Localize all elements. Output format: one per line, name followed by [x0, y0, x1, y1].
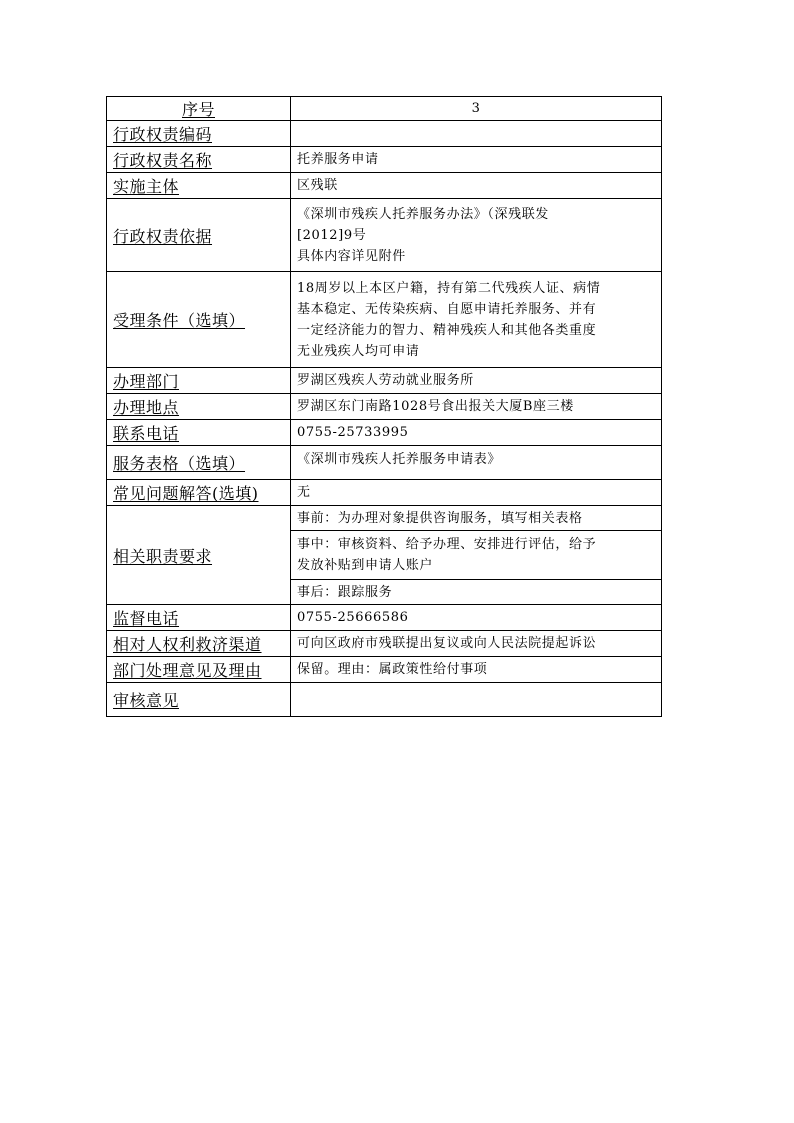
basis-label-cell: [107, 199, 291, 272]
row-seq: [107, 97, 662, 121]
review-label-cell: [107, 683, 291, 717]
supervision-label: 监督电话: [113, 609, 180, 628]
faq-label-cell: [107, 480, 291, 506]
basis-value: [291, 199, 662, 272]
conditions-label-cell: [107, 272, 291, 368]
department-value: 罗湖区残疾人劳动就业服务所: [291, 368, 662, 394]
opinion-label-cell: [107, 657, 291, 683]
opinion-label: 部门处理意见及理由: [113, 661, 262, 680]
location-label: 办理地点: [113, 398, 180, 417]
name-label: 行政权责名称: [113, 151, 213, 170]
phone-label: 联系电话: [113, 424, 180, 443]
review-label: 审核意见: [113, 691, 180, 710]
department-label: 办理部门: [113, 372, 180, 391]
row-name: [107, 147, 662, 173]
basis-label: 行政权责依据: [113, 226, 213, 246]
basis-line-1: 《深圳市残疾人托养服务办法》（深残联发: [297, 206, 549, 222]
row-faq: [107, 480, 662, 506]
supervision-label-cell: [107, 605, 291, 631]
remedy-value: 可向区政府市残联提出复议或向人民法院提起诉讼: [291, 631, 662, 657]
remedy-label-cell: [107, 631, 291, 657]
basis-line-2: [2012]9号: [297, 227, 367, 243]
code-value: [291, 121, 662, 147]
faq-value: 无: [291, 480, 662, 506]
row-code: [107, 121, 662, 147]
conditions-label: 受理条件（选填）: [113, 311, 246, 330]
form-value: 《深圳市残疾人托养服务申请表》: [291, 446, 662, 480]
conditions-line-1: 18周岁以上本区户籍，持有第二代残疾人证、病情: [297, 280, 601, 296]
opinion-value: 保留。理由：属政策性给付事项: [291, 657, 662, 683]
location-value: 罗湖区东门南路1028号食出报关大厦B座三楼: [291, 394, 662, 420]
seq-value: 3: [291, 97, 662, 121]
duties-after: 事后：跟踪服务: [291, 580, 662, 605]
row-conditions: [107, 272, 662, 368]
row-subject: [107, 173, 662, 199]
row-form: [107, 446, 662, 480]
subject-label-cell: [107, 173, 291, 199]
department-label-cell: [107, 368, 291, 394]
row-phone: [107, 420, 662, 446]
service-info-table: [106, 96, 662, 717]
supervision-value: 0755-25666586: [291, 605, 662, 631]
location-label-cell: [107, 394, 291, 420]
duties-label: 相关职责要求: [113, 546, 213, 566]
row-opinion: [107, 657, 662, 683]
duties-during: [291, 531, 662, 580]
name-label-cell: [107, 147, 291, 173]
row-supervision: [107, 605, 662, 631]
faq-label: 常见问题解答(选填): [113, 484, 259, 503]
conditions-value: [291, 272, 662, 368]
conditions-line-4: 无业残疾人均可申请: [297, 343, 420, 359]
form-label: 服务表格（选填）: [113, 454, 246, 473]
phone-value: 0755-25733995: [291, 420, 662, 446]
basis-line-3: 具体内容详见附件: [297, 248, 406, 264]
row-remedy: [107, 631, 662, 657]
subject-value: 区残联: [291, 173, 662, 199]
seq-label: 序号: [181, 100, 215, 119]
subject-label: 实施主体: [113, 177, 180, 196]
duties-label-cell: [107, 506, 291, 605]
phone-label-cell: [107, 420, 291, 446]
row-duties-before: [107, 506, 662, 531]
seq-label-cell: [107, 97, 291, 121]
duties-during-line-1: 事中：审核资料、给予办理、安排进行评估，给予: [297, 537, 597, 552]
duties-during-line-2: 发放补贴到申请人账户: [297, 558, 434, 573]
code-label-cell: [107, 121, 291, 147]
conditions-line-2: 基本稳定、无传染疾病、自愿申请托养服务、并有: [297, 301, 597, 317]
conditions-line-3: 一定经济能力的智力、精神残疾人和其他各类重度: [297, 322, 597, 338]
row-basis: [107, 199, 662, 272]
remedy-label: 相对人权利救济渠道: [113, 635, 262, 654]
row-location: [107, 394, 662, 420]
row-review: [107, 683, 662, 717]
row-department: [107, 368, 662, 394]
form-label-cell: [107, 446, 291, 480]
code-label: 行政权责编码: [113, 125, 213, 144]
review-value: [291, 683, 662, 717]
name-value: 托养服务申请: [291, 147, 662, 173]
duties-before: 事前：为办理对象提供咨询服务，填写相关表格: [291, 506, 662, 531]
